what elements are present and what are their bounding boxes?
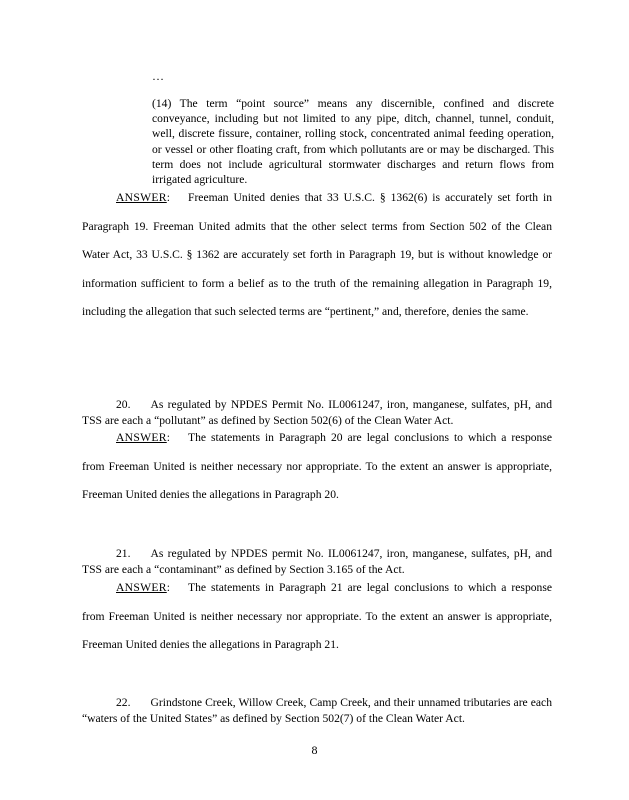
answer-text: The statements in Paragraph 21 are legal conclusions to which a response from Freeman United is neither necessary nor appropriate. To the extent an answer is appropriate, Freeman United denies the allegations in Paragraph 21. <box>82 581 552 652</box>
answer-label: ANSWER <box>116 191 167 204</box>
answer-paragraph-21 <box>82 574 552 660</box>
answer-text: The statements in Paragraph 20 are legal conclusions to which a response from Freeman United is neither necessary nor appropriate. To the extent an answer is appropriate, Freeman United denies the allegations in Paragraph 20. <box>82 431 552 502</box>
answer-colon: : <box>166 191 170 204</box>
paragraph-text: As regulated by NPDES Permit No. IL0061247, iron, manganese, sulfates, pH, and TSS are each a “pollutant” as defined by Section 502(6) of the Clean Water Act. <box>82 398 552 427</box>
paragraph-number: 22. <box>116 696 131 709</box>
answer-label: ANSWER <box>116 431 167 444</box>
answer-colon: : <box>166 581 170 594</box>
paragraph-number: 21. <box>116 547 131 560</box>
answer-colon: : <box>166 431 170 444</box>
answer-paragraph-19 <box>82 184 552 327</box>
paragraph-text: Grindstone Creek, Willow Creek, Camp Creek, and their unnamed tributaries are each “waters of the United States” as defined by Section 502(7) of the Clean Water Act. <box>82 696 552 725</box>
page-number: 8 <box>311 743 318 757</box>
numbered-paragraph-21 <box>82 546 552 577</box>
numbered-paragraph-22 <box>82 695 552 726</box>
ellipsis: … <box>152 69 165 83</box>
answer-text: Freeman United denies that 33 U.S.C. § 1362(6) is accurately set forth in Paragraph 19. Freeman United admits that the other select terms from Section 502 of the Clean Water Act, 33 U.S.C. § 1362 are accurately set forth in Paragraph 19, but is without knowledge or information sufficient to form a belief as to the truth of the remaining allegation in Paragraph 19, including the allegation that such selected terms are “pertinent,” and, therefore, denies the same. <box>82 191 552 319</box>
answer-label: ANSWER <box>116 581 167 594</box>
paragraph-text: As regulated by NPDES permit No. IL0061247, iron, manganese, sulfates, pH, and TSS are each a “contaminant” as defined by Section 3.165 of the Act. <box>82 547 552 576</box>
paragraph-number: 20. <box>116 398 131 411</box>
block-quote-definition: (14) The term “point source” means any discernible, confined and discrete conveyance, including but not limited to any pipe, ditch, channel, tunnel, conduit, well, discrete fissure, container, rolling stock, concentrated animal feeding operation, or vessel or other floating craft, from which pollutants are or may be discharged. This term does not include agricultural stormwater discharges and return flows from irrigated agriculture. <box>152 97 554 187</box>
answer-paragraph-20 <box>82 424 552 510</box>
